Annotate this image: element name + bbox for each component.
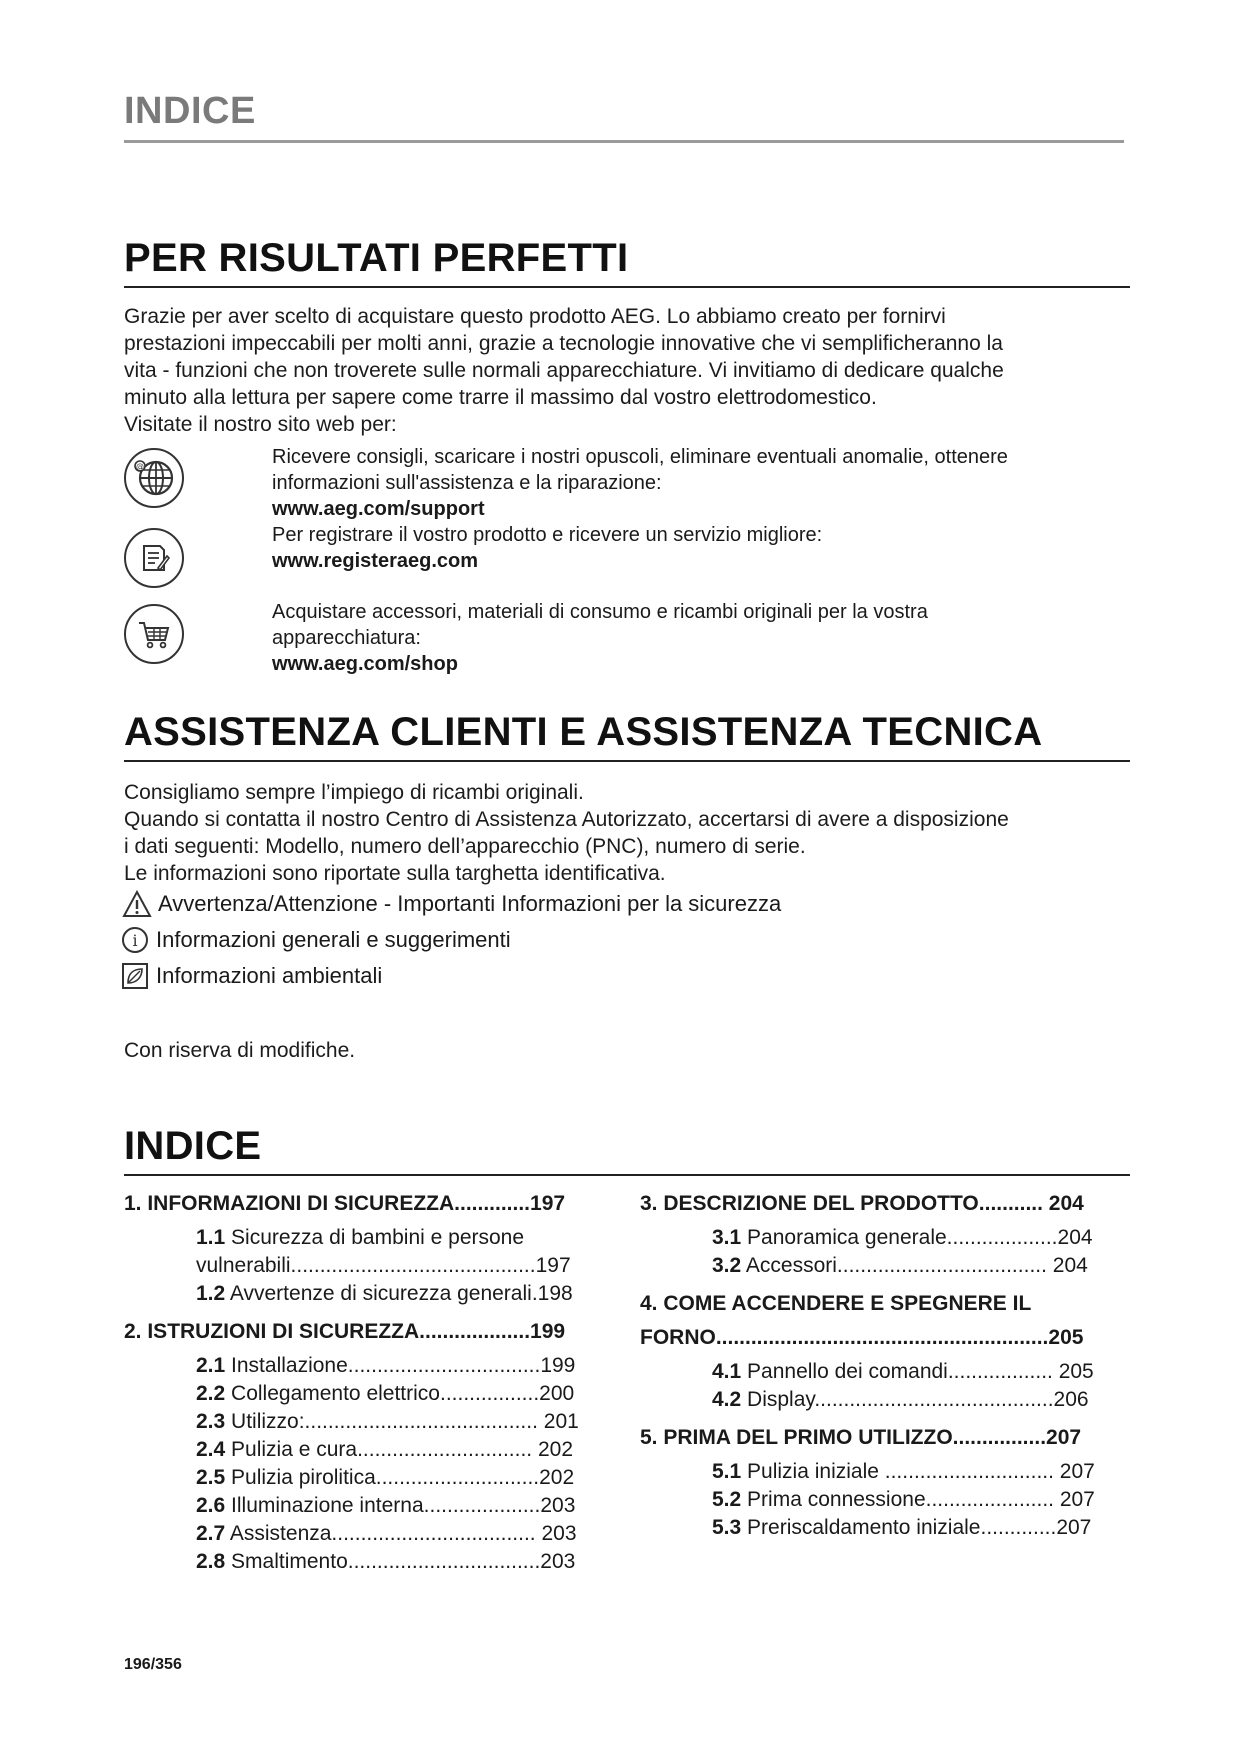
svg-text:i: i (132, 931, 138, 950)
toc-section-entry[interactable] (124, 1352, 644, 1380)
toc-section-entry[interactable] (640, 1224, 1140, 1252)
toc-section-label: Pulizia e cura.............................. 202 (225, 1438, 574, 1461)
section-divider (124, 760, 1130, 762)
toc-section-continuation[interactable]: vulnerabili..........................................197 (196, 1254, 571, 1277)
toc-section-label: Assistenza................................... 203 (225, 1522, 577, 1545)
svg-text:@: @ (136, 462, 144, 471)
toc-section-label: Sicurezza di bambini e persone (225, 1226, 525, 1249)
toc-section-number: 2.2 (196, 1382, 226, 1405)
info-icon (120, 926, 150, 954)
toc-section-label: Installazione.................................199 (225, 1354, 576, 1377)
toc-section-entry[interactable] (640, 1358, 1140, 1386)
toc-section-number: 2.8 (196, 1550, 226, 1573)
shop-link-block (272, 599, 1122, 677)
intro-paragraph (124, 303, 1124, 438)
toc-section-entry[interactable] (124, 1548, 644, 1576)
shop-text: apparecchiatura: (272, 627, 421, 649)
symbol-legend-environment (120, 962, 382, 990)
toc-section-entry[interactable] (124, 1520, 644, 1548)
toc-chapter-entry[interactable]: 4. COME ACCENDERE E SPEGNERE IL (640, 1292, 1032, 1315)
symbol-legend-text: Informazioni generali e suggerimenti (156, 927, 511, 952)
toc-section-label: Prima connessione...................... 207 (741, 1488, 1095, 1511)
symbol-legend-text: Informazioni ambientali (156, 963, 383, 988)
toc-section-label: Collegamento elettrico.................200 (225, 1382, 575, 1405)
toc-section-label: Pulizia iniziale ............................. 207 (741, 1460, 1095, 1483)
page-number: 196/356 (124, 1656, 182, 1673)
toc-section-number: 5.3 (712, 1516, 742, 1539)
toc-section-entry[interactable] (124, 1464, 644, 1492)
warning-triangle-icon (122, 890, 152, 918)
toc-section-number: 2.3 (196, 1410, 226, 1433)
assistenza-line: Quando si contatta il nostro Centro di Assistenza Autorizzato, accertarsi di avere a disposizione (124, 808, 1009, 831)
shop-url-link[interactable]: www.aeg.com/shop (272, 653, 458, 675)
toc-chapter-entry[interactable]: FORNO.........................................................205 (640, 1326, 1084, 1349)
intro-line: prestazioni impeccabili per molti anni, grazie a tecnologie innovative che vi semplificheranno la (124, 332, 1003, 355)
support-link-block (272, 444, 1122, 574)
symbol-legend-text: Avvertenza/Attenzione - Importanti Informazioni per la sicurezza (158, 891, 782, 916)
globe-icon (124, 448, 184, 508)
environment-leaf-icon (120, 962, 150, 990)
toc-section-number: 2.5 (196, 1466, 226, 1489)
register-url-link[interactable]: www.registeraeg.com (272, 550, 478, 572)
section-title-assistenza: ASSISTENZA CLIENTI E ASSISTENZA TECNICA (124, 710, 1043, 754)
toc-title: INDICE (124, 1124, 262, 1168)
register-form-icon (124, 528, 184, 588)
assistenza-line: i dati seguenti: Modello, numero dell’apparecchio (PNC), numero di serie. (124, 835, 806, 858)
toc-section-label: Smaltimento.................................203 (225, 1550, 576, 1573)
shopping-cart-icon (124, 604, 184, 664)
assistenza-line: Consigliamo sempre l’impiego di ricambi originali. (124, 781, 584, 804)
header-divider (124, 140, 1124, 143)
toc-section-number: 4.1 (712, 1360, 742, 1383)
running-header: INDICE (124, 90, 256, 132)
toc-section-label: Avvertenze di sicurezza generali.198 (225, 1282, 573, 1305)
toc-section-number: 3.2 (712, 1254, 742, 1277)
assistenza-line: Le informazioni sono riportate sulla targhetta identificativa. (124, 862, 666, 885)
toc-section-label: Accessori.................................... 204 (741, 1254, 1088, 1277)
toc-section-entry[interactable] (124, 1280, 644, 1308)
toc-section-number: 4.2 (712, 1388, 742, 1411)
section-divider (124, 1174, 1130, 1176)
support-text: Ricevere consigli, scaricare i nostri opuscoli, eliminare eventuali anomalie, ottenere (272, 446, 1008, 468)
intro-line: Grazie per aver scelto di acquistare questo prodotto AEG. Lo abbiamo creato per fornirvi (124, 305, 946, 328)
toc-section-entry[interactable] (124, 1224, 644, 1252)
visit-line: Visitate il nostro sito web per: (124, 413, 397, 436)
toc-section-label: Panoramica generale...................204 (741, 1226, 1093, 1249)
toc-left-column (124, 1190, 644, 1576)
support-url-link[interactable]: www.aeg.com/support (272, 498, 485, 520)
shop-text: Acquistare accessori, materiali di consumo e ricambi originali per la vostra (272, 601, 928, 623)
toc-section-label: Utilizzo:........................................ 201 (225, 1410, 579, 1433)
toc-section-number: 2.1 (196, 1354, 226, 1377)
toc-section-number: 1.2 (196, 1282, 226, 1305)
toc-right-column (640, 1190, 1140, 1542)
toc-section-entry[interactable] (640, 1486, 1140, 1514)
toc-section-number: 2.7 (196, 1522, 226, 1545)
toc-section-label: Pannello dei comandi.................. 205 (741, 1360, 1094, 1383)
symbol-legend-warning (122, 890, 781, 918)
support-text: informazioni sull'assistenza e la riparazione: (272, 472, 662, 494)
toc-section-label: Pulizia pirolitica............................202 (225, 1466, 575, 1489)
toc-section-label: Display.........................................206 (741, 1388, 1089, 1411)
toc-section-entry[interactable] (640, 1458, 1140, 1486)
modification-note: Con riserva di modifiche. (124, 1039, 356, 1062)
toc-section-entry[interactable] (124, 1436, 644, 1464)
assistenza-paragraph (124, 779, 1134, 887)
toc-chapter-entry[interactable]: 3. DESCRIZIONE DEL PRODOTTO........... 204 (640, 1192, 1084, 1215)
toc-section-entry[interactable] (640, 1514, 1140, 1542)
toc-section-entry[interactable] (640, 1386, 1140, 1414)
toc-chapter-entry[interactable]: 5. PRIMA DEL PRIMO UTILIZZO................207 (640, 1426, 1082, 1449)
toc-section-number: 5.1 (712, 1460, 742, 1483)
toc-section-entry[interactable] (640, 1252, 1140, 1280)
section-title-per-risultati: PER RISULTATI PERFETTI (124, 236, 629, 280)
symbol-legend-info (120, 926, 511, 954)
toc-section-number: 1.1 (196, 1226, 226, 1249)
toc-section-label: Illuminazione interna....................203 (225, 1494, 576, 1517)
toc-section-number: 3.1 (712, 1226, 742, 1249)
toc-section-number: 2.4 (196, 1438, 226, 1461)
toc-section-number: 5.2 (712, 1488, 742, 1511)
toc-section-label: Preriscaldamento iniziale.............207 (741, 1516, 1092, 1539)
toc-section-entry[interactable] (124, 1408, 644, 1436)
register-text: Per registrare il vostro prodotto e ricevere un servizio migliore: (272, 524, 823, 546)
intro-line: minuto alla lettura per sapere come trarre il massimo dal vostro elettrodomestico. (124, 386, 877, 409)
toc-section-entry[interactable] (124, 1380, 644, 1408)
toc-section-entry[interactable] (124, 1492, 644, 1520)
section-divider (124, 286, 1130, 288)
toc-section-number: 2.6 (196, 1494, 226, 1517)
toc-chapter-entry[interactable]: 2. ISTRUZIONI DI SICUREZZA...................199 (124, 1320, 566, 1343)
intro-line: vita - funzioni che non troverete sulle normali apparecchiature. Vi invitiamo di dedicare qualche (124, 359, 1004, 382)
toc-chapter-entry[interactable]: 1. INFORMAZIONI DI SICUREZZA.............197 (124, 1192, 566, 1215)
